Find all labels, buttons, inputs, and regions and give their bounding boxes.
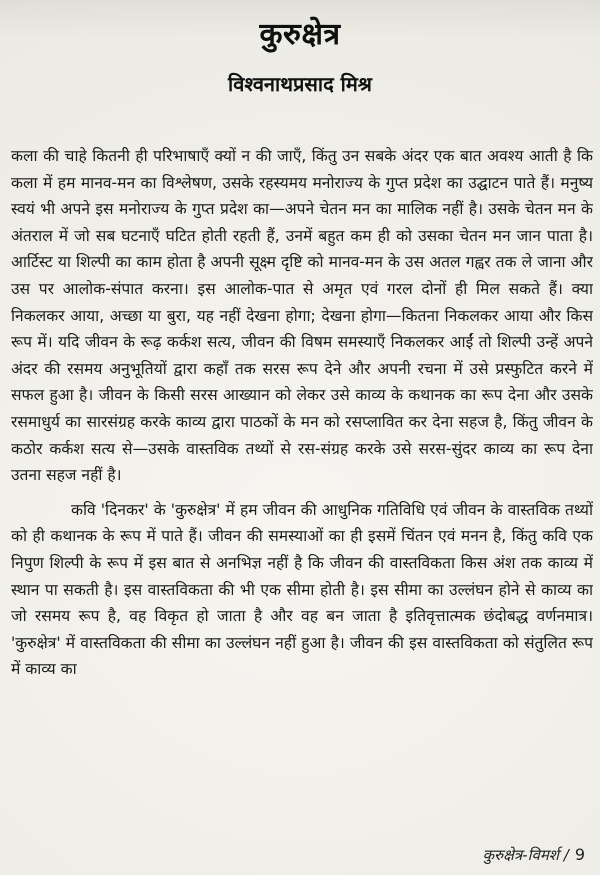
page-footer xyxy=(483,845,585,865)
running-title: कुरुक्षेत्र-विमर्श / xyxy=(482,846,569,864)
author-name: विश्वनाथप्रसाद मिश्र xyxy=(228,72,372,96)
page-number: 9 xyxy=(574,845,585,864)
paragraph-1: कला की चाहे कितनी ही परिभाषाएँ क्यों न की जाएँ, किंतु उन सबके अंदर एक बात अवश्य आती है कि कला में हम मानव-मन का विश्लेषण, उसके रहस्यमय मनोराज्य के गुप्त प्रदेश का उद्घाटन पाते हैं। मनुष्य स्वयं भी अपने इस मनोराज्य के गुप्त प्रदेश का—अपने चेतन मन का मालिक नहीं है। उसके चेतन मन के अंतराल में जो सब घटनाएँ घटित होती रहती हैं, उनमें बहुत कम ही को उसका चेतन मन जान पाता है। आर्टिस्ट या शिल्पी का काम होता है अपनी सूक्ष्म दृष्टि को मानव-मन के उस अतल गह्वर तक ले जाना और उस पर आलोक-संपात करना। इस आलोक-पात से अमृत एवं गरल दोनों ही मिल सकते हैं। क्या निकलकर आया, अच्छा या बुरा, यह नहीं देखना होगा; देखना होगा—कितना निकलकर आया और किस रूप में। यदि जीवन के रूढ़ कर्कश सत्य, जीवन की विषम समस्याएँ निकलकर आईं तो शिल्पी उन्हें अपने अंदर की रसमय अनुभूतियों द्वारा कहाँ तक सरस रूप देने और अपनी रचना में उसे प्रस्फुटित करने में सफल हुआ है। जीवन के किसी सरस आख्यान को लेकर उसे काव्य के कथानक का रूप देना और उसके रसमाधुर्य का सारसंग्रह करके काव्य द्वारा पाठकों के मन को रसप्लावित कर देना सहज है, किंतु जीवन के कठोर कर्कश सत्य से—उसके वास्तविक तथ्यों से रस-संग्रह करके उसे सरस-सुंदर काव्य का रूप देना उतना सहज नहीं है। xyxy=(11,147,593,485)
body-text xyxy=(11,143,593,823)
paragraph-2: कवि 'दिनकर' के 'कुरुक्षेत्र' में हम जीवन की आधुनिक गतिविधि एवं जीवन के वास्तविक तथ्यों को ही कथानक के रूप में पाते हैं। जीवन की समस्याओं का ही इसमें चिंतन एवं मनन है, किंतु कवि एक निपुण शिल्पी के रूप में इस बात से अनभिज्ञ नहीं है कि जीवन की वास्तविकता किस अंश तक काव्य में स्थान पा सकती है। इस वास्तविकता की भी एक सीमा होती है। इस सीमा का उल्लंघन होने से काव्य का जो रसमय रूप है, वह विकृत हो जाता है और वह बन जाता है इतिवृत्तात्मक छंदोबद्ध वर्णनमात्र। 'कुरुक्षेत्र' में वास्तविकता की सीमा का उल्लंघन नहीं हुआ है। जीवन की इस वास्तविकता को संतुलित रूप में काव्य का xyxy=(11,500,593,679)
page-title: कुरुक्षेत्र xyxy=(259,17,341,52)
